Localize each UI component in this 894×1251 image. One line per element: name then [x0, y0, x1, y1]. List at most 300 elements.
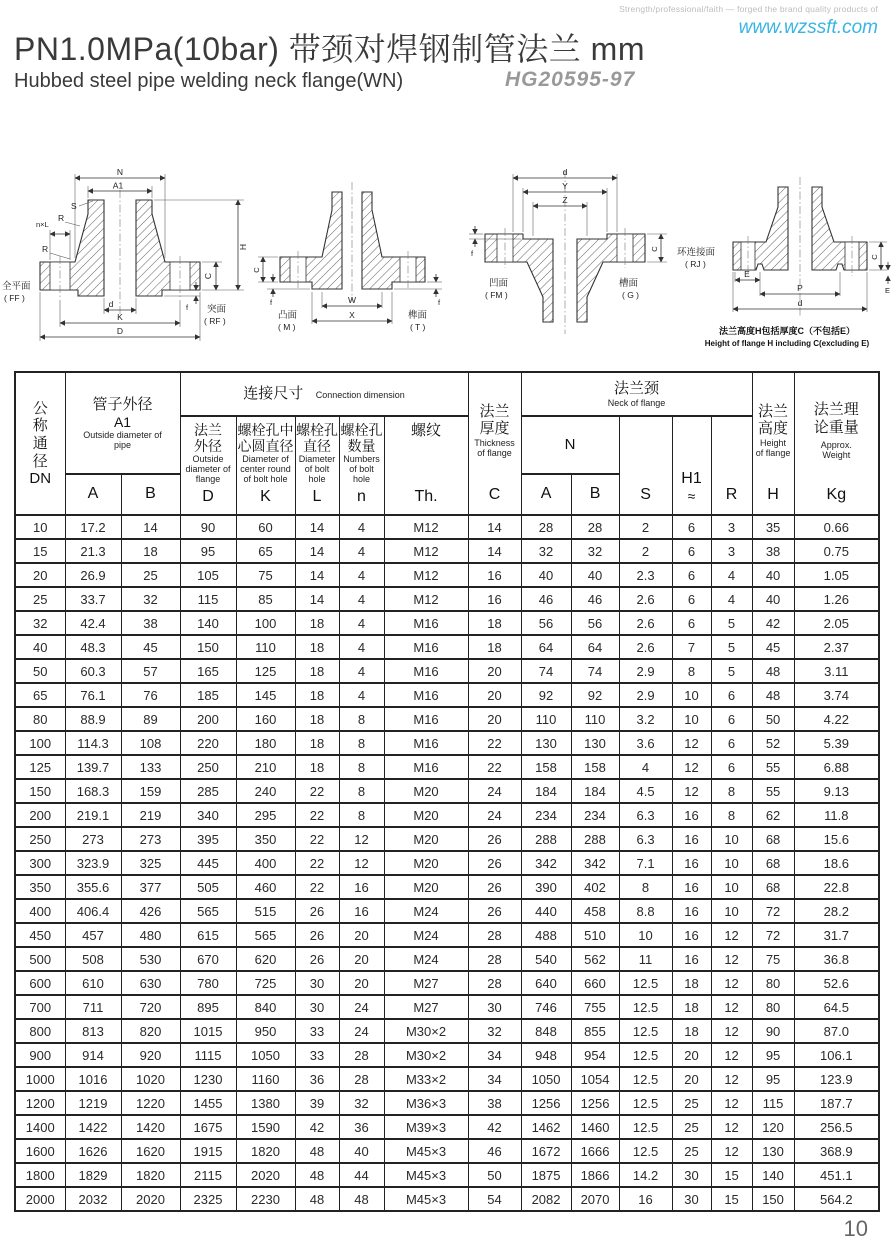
table-cell: 20	[339, 923, 384, 947]
dim-label-p: P	[797, 283, 803, 293]
table-cell: 2.6	[619, 635, 672, 659]
table-row	[15, 1067, 879, 1091]
table-cell: 28	[468, 923, 521, 947]
table-cell: 720	[121, 995, 180, 1019]
neck-cn: 法兰颈	[614, 380, 660, 398]
height-cn: 法兰高度	[758, 402, 789, 438]
table-cell: 950	[236, 1019, 295, 1043]
table-cell: M45×3	[384, 1139, 468, 1163]
table-cell: 68	[752, 875, 794, 899]
table-cell: 100	[236, 611, 295, 635]
table-cell: 54	[468, 1187, 521, 1211]
table-cell: 457	[65, 923, 121, 947]
table-cell: 1460	[571, 1115, 619, 1139]
table-cell: M45×3	[384, 1163, 468, 1187]
table-cell: 24	[339, 995, 384, 1019]
table-cell: 89	[121, 707, 180, 731]
table-row	[15, 707, 879, 731]
face-label-t-code: ( T )	[410, 322, 426, 332]
table-cell: 12	[672, 779, 711, 803]
table-cell: 16	[672, 875, 711, 899]
table-cell: 75	[752, 947, 794, 971]
table-cell: 530	[121, 947, 180, 971]
table-cell: 48	[752, 683, 794, 707]
table-cell: 4	[339, 587, 384, 611]
table-cell: 42	[468, 1115, 521, 1139]
bolt-hole-dia-letter: L	[312, 488, 322, 505]
table-cell: M39×3	[384, 1115, 468, 1139]
face-label-g-cn: 槽面	[619, 278, 639, 289]
page-title: PN1.0MPa(10bar) 带颈对焊钢制管法兰 mm	[14, 31, 645, 67]
table-cell: 18	[295, 755, 339, 779]
table-cell: 200	[180, 707, 236, 731]
table-cell: 50	[468, 1163, 521, 1187]
table-cell: 640	[521, 971, 571, 995]
table-cell: 18	[121, 539, 180, 563]
bolt-count-cn: 螺栓孔数量	[340, 422, 383, 455]
table-cell: 12.5	[619, 971, 672, 995]
diagram-rj	[675, 162, 894, 357]
table-row	[15, 827, 879, 851]
table-cell: 12.5	[619, 1043, 672, 1067]
table-cell: 12	[672, 755, 711, 779]
table-cell: 300	[15, 851, 65, 875]
table-cell: 150	[15, 779, 65, 803]
table-cell: 2.3	[619, 563, 672, 587]
table-cell: 12	[711, 1019, 752, 1043]
page-number: 10	[843, 1216, 868, 1241]
table-cell: 6	[711, 707, 752, 731]
neck-b-letter: B	[571, 474, 619, 515]
table-cell: 725	[236, 971, 295, 995]
table-cell: 1054	[571, 1067, 619, 1091]
table-cell: 95	[180, 539, 236, 563]
table-cell: 440	[521, 899, 571, 923]
table-cell: 848	[521, 1019, 571, 1043]
table-cell: 1820	[236, 1139, 295, 1163]
table-cell: 711	[65, 995, 121, 1019]
table-row	[15, 1115, 879, 1139]
table-cell: 31.7	[794, 923, 879, 947]
table-cell: 18	[295, 707, 339, 731]
table-cell: 16	[672, 851, 711, 875]
table-cell: M12	[384, 515, 468, 539]
table-cell: 60.3	[65, 659, 121, 683]
table-cell: 7.1	[619, 851, 672, 875]
table-cell: 1256	[571, 1091, 619, 1115]
table-cell: 3.74	[794, 683, 879, 707]
table-cell: 1015	[180, 1019, 236, 1043]
table-cell: 200	[15, 803, 65, 827]
table-cell: 1875	[521, 1163, 571, 1187]
table-cell: 30	[295, 995, 339, 1019]
table-cell: 615	[180, 923, 236, 947]
table-cell: 8	[339, 779, 384, 803]
table-cell: 14	[295, 563, 339, 587]
neck-a-letter: A	[521, 474, 571, 515]
table-cell: 8	[339, 803, 384, 827]
table-cell: 95	[752, 1043, 794, 1067]
table-cell: 25	[672, 1139, 711, 1163]
table-cell: 377	[121, 875, 180, 899]
thread-letter: Th.	[414, 488, 438, 505]
table-cell: 40	[339, 1139, 384, 1163]
table-cell: 36	[295, 1067, 339, 1091]
table-row	[15, 995, 879, 1019]
table-cell: 18	[468, 611, 521, 635]
table-cell: 700	[15, 995, 65, 1019]
table-cell: 954	[571, 1043, 619, 1067]
table-row	[15, 875, 879, 899]
table-cell: 3.11	[794, 659, 879, 683]
table-cell: 1050	[236, 1043, 295, 1067]
table-cell: 0.75	[794, 539, 879, 563]
table-cell: M16	[384, 611, 468, 635]
dim-label-h: H	[238, 243, 248, 251]
table-row	[15, 515, 879, 539]
table-cell: 458	[571, 899, 619, 923]
table-cell: 564.2	[794, 1187, 879, 1211]
table-cell: 32	[468, 1019, 521, 1043]
table-cell: 18	[468, 635, 521, 659]
table-cell: 35	[752, 515, 794, 539]
table-cell: 488	[521, 923, 571, 947]
table-cell: 288	[521, 827, 571, 851]
table-cell: 540	[521, 947, 571, 971]
table-cell: 87.0	[794, 1019, 879, 1043]
height-letter: H	[767, 485, 779, 503]
table-cell: 948	[521, 1043, 571, 1067]
table-cell: 48	[295, 1163, 339, 1187]
table-cell: 68	[752, 827, 794, 851]
table-cell: 515	[236, 899, 295, 923]
table-cell: 855	[571, 1019, 619, 1043]
table-cell: 76.1	[65, 683, 121, 707]
table-cell: 395	[180, 827, 236, 851]
table-cell: 24	[339, 1019, 384, 1043]
table-cell: 6.88	[794, 755, 879, 779]
face-label-fm-cn: 凹面	[489, 278, 509, 289]
table-cell: 4	[339, 683, 384, 707]
face-label-m-code: ( M )	[278, 322, 296, 332]
table-cell: M16	[384, 683, 468, 707]
table-cell: 16	[672, 803, 711, 827]
table-cell: 12	[672, 731, 711, 755]
table-cell: 620	[236, 947, 295, 971]
table-cell: 18	[295, 683, 339, 707]
table-cell: 1675	[180, 1115, 236, 1139]
table-cell: 75	[236, 563, 295, 587]
table-cell: 9.13	[794, 779, 879, 803]
table-cell: 1115	[180, 1043, 236, 1067]
face-label-ff-code: ( FF )	[4, 293, 25, 303]
dim-label-a1: A1	[112, 180, 124, 191]
table-cell: 1666	[571, 1139, 619, 1163]
table-cell: 8	[711, 779, 752, 803]
table-cell: 32	[339, 1091, 384, 1115]
flange-od-cn: 法兰外径	[194, 422, 222, 455]
table-cell: 350	[15, 875, 65, 899]
table-cell: 1672	[521, 1139, 571, 1163]
table-cell: 565	[236, 923, 295, 947]
table-cell: 12	[711, 1067, 752, 1091]
table-cell: 48	[339, 1187, 384, 1211]
table-cell: 10	[711, 899, 752, 923]
table-cell: 92	[571, 683, 619, 707]
table-cell: 22	[295, 875, 339, 899]
table-cell: 18	[672, 1019, 711, 1043]
table-cell: 150	[180, 635, 236, 659]
table-cell: M16	[384, 635, 468, 659]
table-cell: 26	[468, 851, 521, 875]
table-cell: 45	[752, 635, 794, 659]
table-cell: 900	[15, 1043, 65, 1067]
table-cell: M16	[384, 659, 468, 683]
table-cell: 460	[236, 875, 295, 899]
table-cell: 6.3	[619, 827, 672, 851]
dim-label-r-lower: R	[42, 244, 49, 254]
table-cell: 1016	[65, 1067, 121, 1091]
table-cell: 2032	[65, 1187, 121, 1211]
table-cell: 5	[711, 659, 752, 683]
table-cell: 2070	[571, 1187, 619, 1211]
table-cell: 115	[752, 1091, 794, 1115]
height-en: Height of flange	[755, 438, 791, 459]
table-cell: 74	[521, 659, 571, 683]
table-cell: 26	[468, 899, 521, 923]
table-cell: 3	[711, 539, 752, 563]
table-cell: 1866	[571, 1163, 619, 1187]
table-cell: 6	[672, 587, 711, 611]
table-cell: 11.8	[794, 803, 879, 827]
table-cell: 108	[121, 731, 180, 755]
table-cell: 273	[121, 827, 180, 851]
table-cell: 125	[15, 755, 65, 779]
table-cell: 8	[711, 803, 752, 827]
table-cell: 32	[521, 539, 571, 563]
table-cell: 400	[236, 851, 295, 875]
table-cell: 1230	[180, 1067, 236, 1091]
table-cell: 340	[180, 803, 236, 827]
table-row	[15, 539, 879, 563]
table-cell: 10	[672, 707, 711, 731]
diagram-m-t	[250, 162, 455, 357]
bolt-circle-en: Diameter of center round of bolt hole	[240, 454, 291, 485]
table-cell: 12	[711, 947, 752, 971]
table-cell: 8	[339, 731, 384, 755]
table-cell: 52.6	[794, 971, 879, 995]
flange-section-left	[280, 192, 342, 289]
neck-en: Neck of flange	[607, 397, 666, 408]
table-cell: 22	[295, 827, 339, 851]
table-cell: 133	[121, 755, 180, 779]
table-cell: 42.4	[65, 611, 121, 635]
table-cell: 10	[672, 683, 711, 707]
face-label-rf-code: ( RF )	[204, 316, 226, 326]
table-cell: 8.8	[619, 899, 672, 923]
table-cell: 1829	[65, 1163, 121, 1187]
connection-cn: 连接尺寸	[243, 385, 304, 402]
table-cell: 11	[619, 947, 672, 971]
table-cell: M24	[384, 923, 468, 947]
col-header-bolt-circle	[236, 416, 295, 515]
table-cell: 16	[619, 1187, 672, 1211]
table-row	[15, 1043, 879, 1067]
table-cell: 140	[180, 611, 236, 635]
table-cell: 1020	[121, 1067, 180, 1091]
table-cell: 1800	[15, 1163, 65, 1187]
table-cell: 15.6	[794, 827, 879, 851]
table-cell: 8	[619, 875, 672, 899]
weight-letter: Kg	[826, 485, 847, 503]
col-header-bolt-count	[339, 416, 384, 515]
table-cell: 1422	[65, 1115, 121, 1139]
table-cell: 56	[571, 611, 619, 635]
table-cell: 184	[521, 779, 571, 803]
table-cell: 820	[121, 1019, 180, 1043]
dim-label-f: f	[471, 249, 474, 258]
table-cell: 4	[339, 563, 384, 587]
table-cell: 2	[619, 515, 672, 539]
table-cell: 3.6	[619, 731, 672, 755]
table-cell: 4	[339, 539, 384, 563]
table-cell: 451.1	[794, 1163, 879, 1187]
table-cell: 4	[339, 635, 384, 659]
table-cell: 165	[180, 659, 236, 683]
table-cell: 12	[711, 1115, 752, 1139]
table-cell: 240	[236, 779, 295, 803]
table-cell: 115	[180, 587, 236, 611]
table-cell: M20	[384, 803, 468, 827]
table-cell: 1219	[65, 1091, 121, 1115]
face-label-rj-cn: 环连接面	[677, 247, 716, 258]
dim-label-s: S	[71, 201, 77, 211]
table-cell: 106.1	[794, 1043, 879, 1067]
table-cell: 168.3	[65, 779, 121, 803]
pipe-od-cn: 管子外径	[92, 395, 153, 413]
table-cell: 10	[711, 851, 752, 875]
table-cell: 72	[752, 923, 794, 947]
table-cell: 4	[339, 611, 384, 635]
table-cell: 158	[571, 755, 619, 779]
table-cell: 160	[236, 707, 295, 731]
table-cell: 16	[468, 563, 521, 587]
table-cell: 38	[752, 539, 794, 563]
table-cell: 48	[295, 1187, 339, 1211]
table-cell: 20	[339, 971, 384, 995]
flange-od-letter: D	[202, 488, 214, 505]
standard-number: HG20595-97	[505, 68, 636, 91]
table-cell: 895	[180, 995, 236, 1019]
diagram-ff-rf	[0, 162, 250, 357]
table-cell: 139.7	[65, 755, 121, 779]
table-cell: 184	[571, 779, 619, 803]
table-cell: 6	[711, 755, 752, 779]
table-cell: 8	[339, 755, 384, 779]
table-cell: M20	[384, 875, 468, 899]
table-cell: 2.6	[619, 587, 672, 611]
table-cell: 26	[295, 947, 339, 971]
table-cell: 295	[236, 803, 295, 827]
table-cell: 62	[752, 803, 794, 827]
table-cell: 110	[571, 707, 619, 731]
table-cell: 125	[236, 659, 295, 683]
table-cell: 20	[339, 947, 384, 971]
table-cell: 12.5	[619, 1019, 672, 1043]
h1-letter: H1	[681, 469, 702, 487]
table-row	[15, 1163, 879, 1187]
pipe-b-letter: B	[121, 474, 180, 515]
table-cell: 28	[571, 515, 619, 539]
table-cell: 12	[339, 827, 384, 851]
flange-diagrams	[0, 162, 894, 357]
col-header-h1	[672, 416, 711, 515]
table-cell: 6	[672, 539, 711, 563]
table-cell: 12.5	[619, 1067, 672, 1091]
table-cell: 33.7	[65, 587, 121, 611]
brand-tagline: Strength/professional/faith — forged the brand quality products of	[619, 4, 878, 14]
col-header-thread	[384, 416, 468, 515]
table-cell: 10	[619, 923, 672, 947]
table-row	[15, 923, 879, 947]
table-cell: M27	[384, 971, 468, 995]
col-header-flange-od	[180, 416, 236, 515]
table-cell: 350	[236, 827, 295, 851]
dim-label-x: X	[349, 310, 355, 320]
table-cell: 12.5	[619, 1115, 672, 1139]
table-cell: 1915	[180, 1139, 236, 1163]
table-cell: 1820	[121, 1163, 180, 1187]
table-cell: 2.9	[619, 659, 672, 683]
table-cell: M20	[384, 779, 468, 803]
bolt-circle-letter: K	[260, 488, 271, 505]
table-cell: 250	[15, 827, 65, 851]
table-cell: 1200	[15, 1091, 65, 1115]
table-cell: 1620	[121, 1139, 180, 1163]
table-cell: 445	[180, 851, 236, 875]
dim-label-r-upper: R	[58, 213, 65, 223]
table-cell: 342	[521, 851, 571, 875]
table-cell: 840	[236, 995, 295, 1019]
table-cell: 8	[672, 659, 711, 683]
table-row	[15, 947, 879, 971]
table-cell: 1050	[521, 1067, 571, 1091]
table-cell: 600	[15, 971, 65, 995]
dim-label-d: d	[108, 299, 114, 309]
flange-note-cn: 法兰高度H包括厚度C（不包括E）	[718, 326, 856, 336]
table-cell: 746	[521, 995, 571, 1019]
table-cell: 14	[468, 539, 521, 563]
table-cell: 3	[711, 515, 752, 539]
bolt-hole-dia-en: Diameter of bolt hole	[298, 454, 336, 485]
website-link[interactable]: www.wzssft.com	[738, 17, 878, 38]
neck-n-letter: N	[564, 435, 576, 453]
dim-label-e2: E	[885, 286, 891, 295]
table-cell: 48	[752, 659, 794, 683]
table-cell: 6	[672, 515, 711, 539]
table-row	[15, 971, 879, 995]
table-row	[15, 635, 879, 659]
table-cell: 80	[752, 995, 794, 1019]
table-row	[15, 683, 879, 707]
table-cell: 0.66	[794, 515, 879, 539]
table-cell: 480	[121, 923, 180, 947]
table-cell: 273	[65, 827, 121, 851]
table-cell: 508	[65, 947, 121, 971]
table-cell: M27	[384, 995, 468, 1019]
table-cell: 18	[672, 971, 711, 995]
table-cell: M16	[384, 731, 468, 755]
